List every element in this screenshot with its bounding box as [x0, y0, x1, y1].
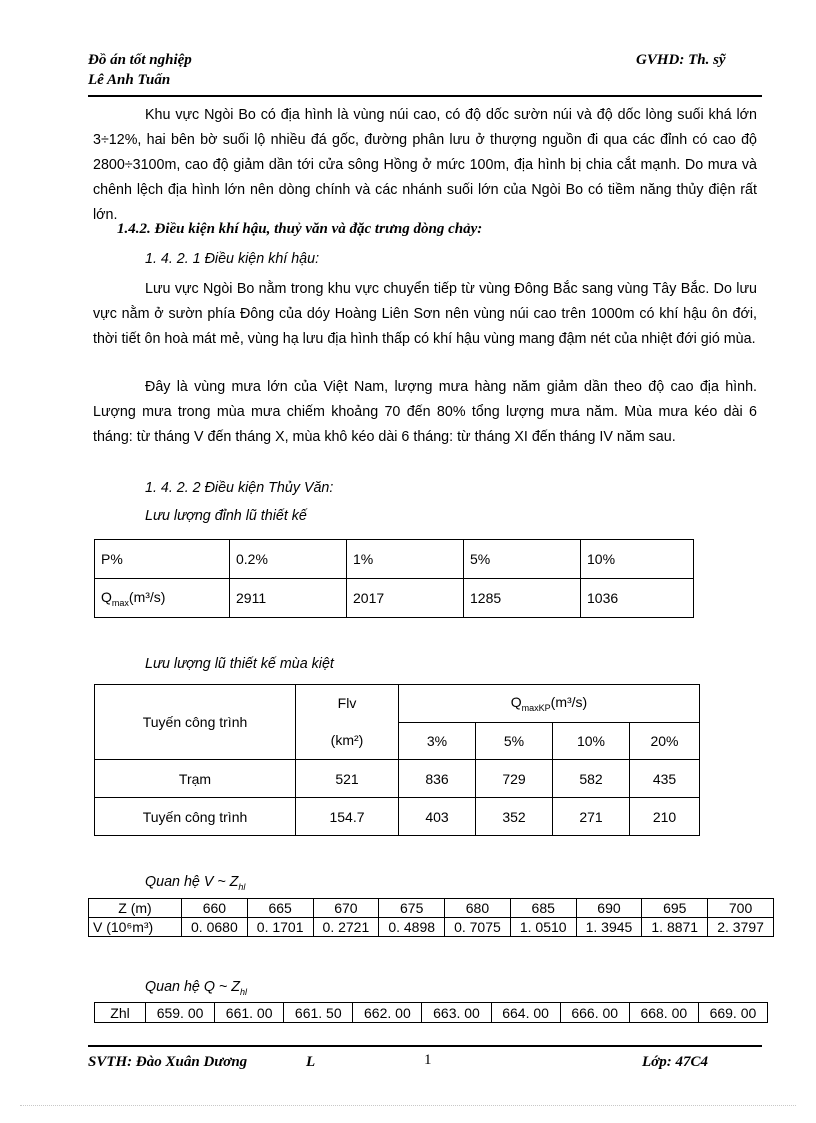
- table-cell: 0.2%: [230, 540, 347, 579]
- table-cell: 2017: [347, 579, 464, 618]
- climate-paragraph-1: Lưu vực Ngòi Bo nằm trong khu vực chuyển tiếp từ vùng Đông Bắc sang vùng Tây Bắc. Do lưu vực nằm ở sườn phía Đông của dóy Hoàng Liên Sơn nên vùng núi cao trên 1000m có khí hậu ôn đới, thời tiết ôn hoà mát mẻ, vùng hạ lưu địa hình thấp có khí hậu vùng mang đậm nét của nhiệt đới gió mùa.: [93, 281, 757, 347]
- discharge-elevation-table: [94, 1002, 768, 1023]
- header-title: Đồ án tốt nghiệp: [88, 52, 192, 68]
- q-symbol: Q: [101, 588, 112, 605]
- table-cell: 0. 1701: [247, 918, 313, 937]
- table-cell: 1. 8871: [642, 918, 708, 937]
- table-cell: 729: [476, 760, 553, 798]
- q-subscript: max: [111, 597, 129, 608]
- section-heading: 1.4.2. Điều kiện khí hậu, thuỷ văn và đặc trưng dòng chảy:: [117, 221, 483, 237]
- table-row: [89, 918, 774, 937]
- table-cell: 10%: [581, 540, 694, 579]
- table-cell: 1036: [581, 579, 694, 618]
- table-cell: 5%: [464, 540, 581, 579]
- table-cell: 435: [630, 760, 700, 798]
- table-row: [95, 760, 700, 798]
- table-cell: Trạm: [95, 760, 296, 798]
- table-cell: 662. 00: [353, 1003, 422, 1023]
- header-supervisor: GVHD: Th. sỹ: [636, 52, 726, 68]
- flv-unit: (km²): [330, 732, 364, 748]
- page-number: 1: [424, 1052, 432, 1068]
- intro-paragraph: Khu vực Ngòi Bo có địa hình là vùng núi cao, có độ dốc sườn núi và độ dốc lòng suối khá lớn 3÷12%, hai bên bờ suối lộ nhiều đá gốc, đường phân lưu ở thượng nguồn đi qua các đỉnh có cao độ 2800÷3100m, cao độ giảm dần tới cửa sông Hồng ở mức 100m, địa hình bị chia cắt mạnh. Do mưa và chênh lệch địa hình lớn nên dòng chính và các nhánh suối lớn của Ngòi Bo có tiềm năng thủy điện rất lớn.: [93, 107, 757, 223]
- table-cell: 582: [553, 760, 630, 798]
- table-cell: 661. 00: [215, 1003, 284, 1023]
- table-cell: 670: [313, 899, 379, 918]
- table-cell: 10%: [553, 722, 630, 760]
- table-cell: 210: [630, 798, 700, 836]
- table-cell: 666. 00: [560, 1003, 629, 1023]
- table-row: [95, 798, 700, 836]
- table-row: [95, 540, 694, 579]
- table-cell: 403: [399, 798, 476, 836]
- footer-student: SVTH: Đào Xuân Dương: [88, 1054, 248, 1070]
- table-cell: 661. 50: [284, 1003, 353, 1023]
- table-cell: 0. 7075: [445, 918, 511, 937]
- header-author: Lê Anh Tuấn: [88, 72, 171, 88]
- table-row: [95, 685, 700, 723]
- table-cell: 669. 00: [698, 1003, 767, 1023]
- table-cell: 675: [379, 899, 445, 918]
- table-row: [89, 899, 774, 918]
- table-cell: 2911: [230, 579, 347, 618]
- table2-caption: Lưu lượng lũ thiết kế mùa kiệt: [145, 656, 334, 672]
- table-cell: 1. 0510: [510, 918, 576, 937]
- table-cell: [399, 685, 700, 723]
- table-cell: 352: [476, 798, 553, 836]
- table-cell: 700: [708, 899, 774, 918]
- q-unit: (m³/s): [550, 693, 588, 710]
- hydrology-subheading: 1. 4. 2. 2 Điều kiện Thủy Văn:: [145, 480, 334, 496]
- table-cell: Tuyến công trình: [95, 685, 296, 760]
- table-cell: 0. 4898: [379, 918, 445, 937]
- dry-season-flood-table: [94, 684, 700, 836]
- table-cell: 0. 2721: [313, 918, 379, 937]
- header-rule: [88, 95, 762, 97]
- table-cell: 2. 3797: [708, 918, 774, 937]
- table-cell: 271: [553, 798, 630, 836]
- footer-rule: [88, 1045, 762, 1047]
- footer-class: Lớp: 47C4: [642, 1054, 708, 1070]
- table-cell: 1%: [347, 540, 464, 579]
- table-cell: 695: [642, 899, 708, 918]
- table-cell: 668. 00: [629, 1003, 698, 1023]
- table-cell: 680: [445, 899, 511, 918]
- table-cell: 663. 00: [422, 1003, 491, 1023]
- table-cell: 1. 3945: [576, 918, 642, 937]
- table-cell: 660: [182, 899, 248, 918]
- peak-flood-table: [94, 539, 694, 618]
- caption-subscript: hl: [238, 881, 246, 892]
- table-cell: 20%: [630, 722, 700, 760]
- table-row: [95, 1003, 768, 1023]
- table-cell: 685: [510, 899, 576, 918]
- climate-subheading: 1. 4. 2. 1 Điều kiện khí hậu:: [145, 251, 320, 267]
- flv-label: Flv: [337, 695, 357, 711]
- table-cell: [95, 579, 230, 618]
- table3-caption: [145, 874, 245, 892]
- climate-paragraph-2: Đây là vùng mưa lớn của Việt Nam, lượng mưa hàng năm giảm dần theo độ cao địa hình. Lượng mưa trong mùa mưa chiếm khoảng 70 đến 80% tổng lượng mưa năm. Mùa mưa kéo dài 6 tháng: từ tháng V đến tháng X, mùa khô kéo dài 6 tháng: từ tháng XI đến tháng IV năm sau.: [93, 379, 757, 445]
- table-cell: V (10⁶m³): [89, 918, 182, 937]
- table4-caption: [145, 979, 247, 997]
- table-cell: 1285: [464, 579, 581, 618]
- caption-subscript: hl: [239, 986, 247, 997]
- table-cell: P%: [95, 540, 230, 579]
- table-cell: 0. 0680: [182, 918, 248, 937]
- table-cell: Zhl: [95, 1003, 146, 1023]
- footer-suffix: L: [306, 1054, 316, 1070]
- page-bottom-divider: [20, 1105, 796, 1106]
- table-cell: 664. 00: [491, 1003, 560, 1023]
- caption-main: Quan hệ V ~ Z: [145, 874, 239, 890]
- table-cell: Tuyến công trình: [95, 798, 296, 836]
- table-cell: 3%: [399, 722, 476, 760]
- q-subscript: maxKP: [521, 702, 551, 713]
- table-cell: 659. 00: [146, 1003, 215, 1023]
- q-symbol: Q: [510, 693, 522, 710]
- table-cell: 521: [296, 760, 399, 798]
- table-cell: 690: [576, 899, 642, 918]
- table-row: [95, 579, 694, 618]
- table-cell: 154.7: [296, 798, 399, 836]
- caption-main: Quan hệ Q ~ Z: [145, 979, 240, 995]
- volume-elevation-table: [88, 898, 774, 937]
- q-unit: (m³/s): [128, 588, 166, 605]
- table-cell: 836: [399, 760, 476, 798]
- table-cell: 665: [247, 899, 313, 918]
- table1-caption: Lưu lượng đỉnh lũ thiết kế: [145, 508, 307, 524]
- table-cell: [296, 685, 399, 760]
- table-cell: Z (m): [89, 899, 182, 918]
- table-cell: 5%: [476, 722, 553, 760]
